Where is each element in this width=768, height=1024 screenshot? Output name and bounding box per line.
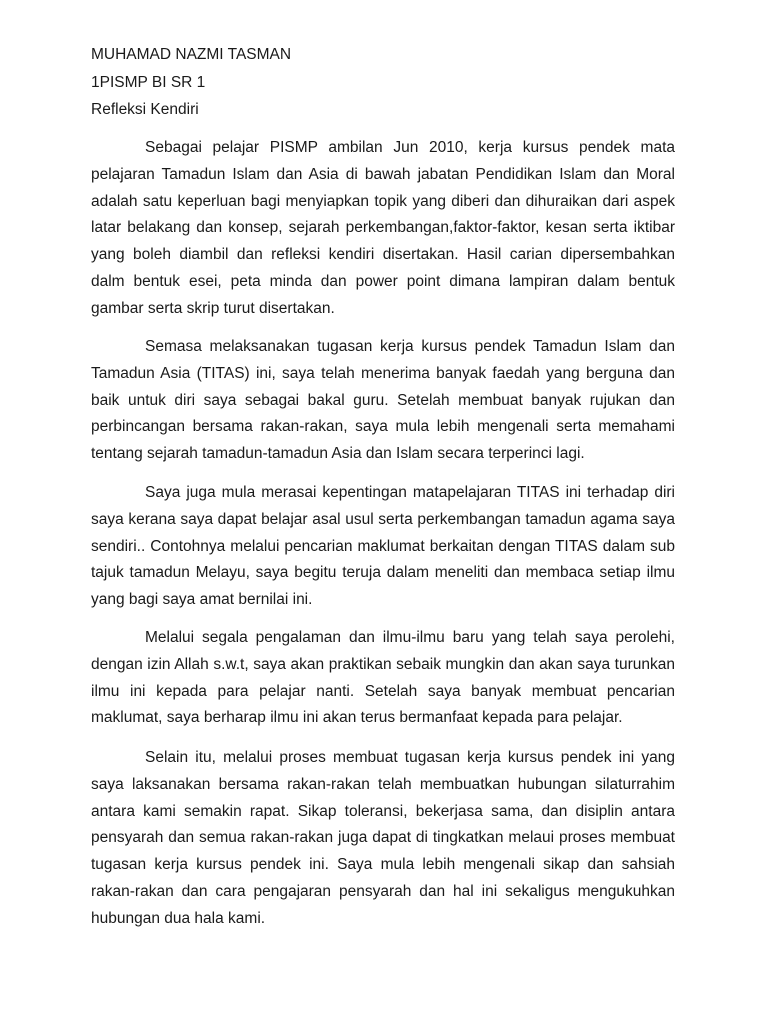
author-name: MUHAMAD NAZMI TASMAN	[91, 46, 292, 63]
class-code: 1PISMP BI SR 1	[91, 74, 206, 91]
paragraph-3: Saya juga mula merasai kepentingan matapelajaran TITAS ini terhadap diri saya kerana saya dapat belajar asal usul serta perkembangan tamadun agama saya sendiri.. Contohnya melalui pencarian maklumat berkaitan dengan TITAS dalam sub tajuk tamadun Melayu, saya begitu teruja dalam meneliti dan membaca setiap ilmu yang bagi saya amat bernilai ini.	[91, 484, 675, 609]
paragraph-5: Selain itu, melalui proses membuat tugasan kerja kursus pendek ini yang saya laksanakan bersama rakan-rakan telah membuatkan hubungan silaturrahim antara kami semakin rapat. Sikap toleransi, bekerjasa sama, dan disiplin antara pensyarah dan semua rakan-rakan juga dapat di tingkatkan melaui proses membuat tugasan kerja kursus pendek ini. Saya mula lebih mengenali sikap dan sahsiah rakan-rakan dan cara pengajaran pensyarah dan hal ini sekaligus mengukuhkan hubungan dua hala kami.	[91, 749, 675, 927]
paragraph-4: Melalui segala pengalaman dan ilmu-ilmu baru yang telah saya perolehi, dengan izin Allah s.w.t, saya akan praktikan sebaik mungkin dan akan saya turunkan ilmu ini kepada para pelajar nanti. Setelah saya banyak membuat pencarian maklumat, saya berharap ilmu ini akan terus bermanfaat kepada para pelajar.	[91, 629, 675, 727]
paragraph-1: Sebagai pelajar PISMP ambilan Jun 2010, kerja kursus pendek mata pelajaran Tamadun Islam dan Asia di bawah jabatan Pendidikan Islam dan Moral adalah satu keperluan bagi menyiapkan topik yang diberi dan dihuraikan dari aspek latar belakang dan konsep, sejarah perkembangan,faktor-faktor, kesan serta iktibar yang boleh diambil dan refleksi kendiri disertakan. Hasil carian dipersembahkan dalm bentuk esei, peta minda dan power point dimana lampiran dalam bentuk gambar serta skrip turut disertakan.	[91, 139, 675, 317]
document-title: Refleksi Kendiri	[91, 101, 199, 118]
paragraph-2: Semasa melaksanakan tugasan kerja kursus pendek Tamadun Islam dan Tamadun Asia (TITAS) ini, saya telah menerima banyak faedah yang berguna dan baik untuk diri saya sebagai bakal guru. Setelah membuat banyak rujukan dan perbincangan bersama rakan-rakan, saya mula lebih mengenali serta memahami tentang sejarah tamadun-tamadun Asia dan Islam secara terperinci lagi.	[91, 338, 675, 463]
